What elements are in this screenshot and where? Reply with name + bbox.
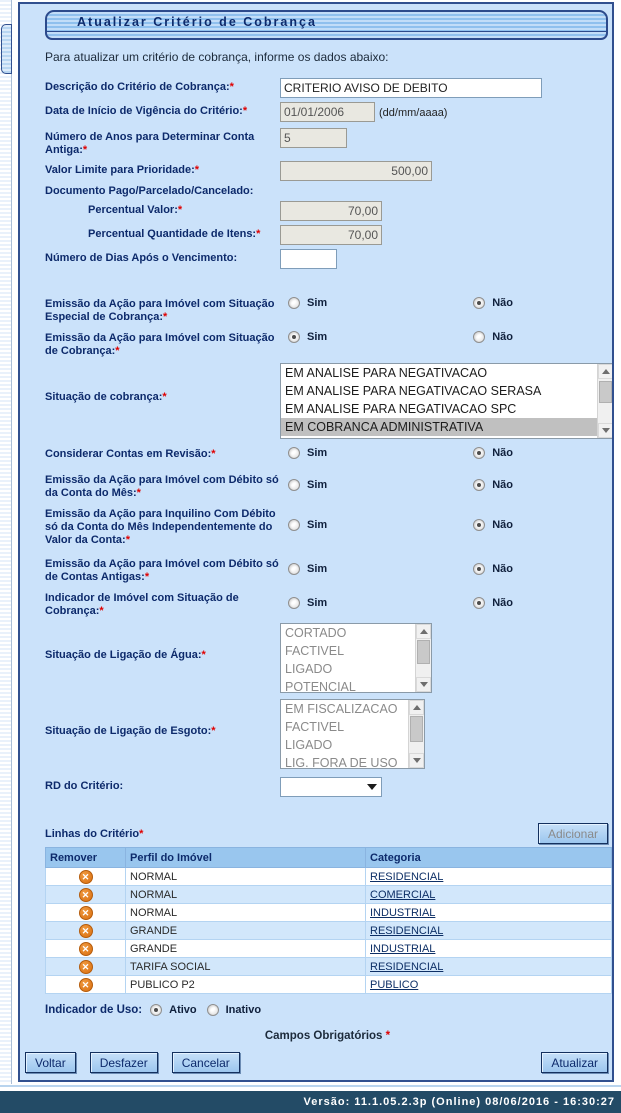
col-header-perfil: Perfil do Imóvel — [126, 848, 366, 868]
scrollbar-thumb[interactable] — [410, 716, 423, 742]
doc-pago-section-label: Documento Pago/Parcelado/Cancelado: — [45, 185, 254, 197]
scrollbar[interactable] — [597, 364, 613, 438]
field-anos-row — [45, 128, 610, 157]
required-asterisk: * — [163, 311, 168, 323]
radio-sim[interactable] — [288, 519, 300, 531]
scroll-up-button[interactable] — [598, 364, 613, 379]
label-text: Emissão da Ação para Imóvel com Débito só da Conta do Mês: — [45, 474, 279, 499]
label-text: Descrição do Critério de Cobrança: — [45, 81, 230, 93]
page-title-bar — [45, 10, 608, 40]
list-option[interactable]: LIG. FORA DE USO — [285, 756, 398, 768]
field-label — [45, 201, 280, 217]
radio-sim[interactable] — [288, 447, 300, 459]
label-text: Considerar Contas em Revisão: — [45, 448, 212, 460]
list-option-selected[interactable]: EM COBRANCA ADMINISTRATIVA — [281, 418, 597, 436]
scrollbar[interactable] — [408, 700, 424, 768]
indicador-uso-label: Indicador de Uso: — [45, 1004, 143, 1016]
label-text: Percentual Quantidade de Itens: — [88, 228, 257, 240]
required-asterisk: * — [385, 1030, 391, 1042]
radio-inativo[interactable] — [207, 1004, 219, 1016]
indicador-uso-row — [45, 1004, 610, 1016]
radio-sim-label: Sim — [307, 519, 328, 531]
radio-nao[interactable] — [473, 479, 485, 491]
table-row — [46, 886, 612, 904]
arrow-down-icon — [413, 758, 421, 763]
field-label — [45, 555, 280, 584]
radio-nao[interactable] — [473, 297, 485, 309]
footer-divider — [0, 1085, 621, 1087]
arrow-down-icon — [602, 428, 610, 433]
field-label — [45, 295, 280, 324]
list-option[interactable]: CORTADO — [285, 626, 347, 640]
atualizar-button[interactable]: Atualizar — [541, 1052, 608, 1073]
anos-conta-antiga-input — [280, 128, 347, 148]
field-valor-limite-row — [45, 161, 610, 181]
col-header-remover: Remover — [46, 848, 126, 868]
scrollbar-thumb[interactable] — [417, 640, 430, 664]
field-label — [45, 161, 280, 177]
radio-sim-label: Sim — [307, 597, 328, 609]
sidebar-expand-handle[interactable] — [1, 24, 12, 74]
arrow-up-icon — [413, 705, 421, 710]
scroll-down-button[interactable] — [598, 423, 613, 438]
valor-limite-input — [280, 161, 432, 181]
required-asterisk: * — [162, 391, 167, 403]
field-label — [45, 102, 280, 118]
radio-ativo-label: Ativo — [169, 1004, 197, 1016]
required-asterisk: * — [201, 649, 206, 661]
categoria-link[interactable]: INDUSTRIAL — [370, 906, 436, 919]
label-text: Linhas do Critério — [45, 827, 140, 840]
label-text: RD do Critério: — [45, 780, 124, 792]
remove-icon[interactable] — [79, 960, 93, 974]
voltar-button[interactable]: Voltar — [25, 1052, 76, 1073]
perfil-cell: NORMAL — [126, 886, 366, 904]
field-dias-vencimento-row — [45, 249, 610, 269]
scroll-up-button[interactable] — [409, 700, 424, 715]
descricao-input[interactable] — [280, 78, 542, 98]
perfil-cell: TARIFA SOCIAL — [126, 958, 366, 976]
radio-sim[interactable] — [288, 297, 300, 309]
label-text: Número de Anos para Determinar Conta Antiga: — [45, 131, 255, 156]
radio-nao[interactable] — [473, 519, 485, 531]
radio-inativo-label: Inativo — [225, 1004, 262, 1016]
categoria-link[interactable]: COMERCIAL — [370, 888, 436, 901]
field-indicador-imovel-row — [45, 589, 610, 619]
main-panel — [18, 2, 614, 1082]
label-text: Indicador de Imóvel com Situação de Cobrança: — [45, 592, 239, 617]
field-contas-antigas-row — [45, 555, 610, 585]
required-asterisk: * — [211, 725, 216, 737]
field-label — [45, 445, 280, 461]
categoria-link[interactable]: RESIDENCIAL — [370, 960, 444, 973]
radio-nao[interactable] — [473, 563, 485, 575]
field-label — [45, 777, 280, 793]
label-text: Percentual Valor: — [88, 204, 178, 216]
perfil-cell: NORMAL — [126, 904, 366, 922]
page-title: Atualizar Critério de Cobrança — [47, 12, 606, 32]
list-option[interactable]: LIGADO — [285, 662, 333, 676]
ligacao-agua-listbox[interactable] — [280, 623, 432, 693]
categoria-link[interactable]: PUBLICO — [370, 978, 419, 991]
radio-sim-label: Sim — [307, 447, 328, 459]
field-ligacao-esgoto-row — [45, 699, 610, 769]
radio-nao-label: Não — [492, 479, 513, 491]
data-inicio-input — [280, 102, 375, 122]
intro-text: Para atualizar um critério de cobrança, informe os dados abaixo: — [45, 50, 389, 64]
radio-sim-label: Sim — [307, 563, 328, 575]
arrow-down-icon — [420, 682, 428, 687]
scrollbar[interactable] — [415, 624, 431, 692]
radio-sim[interactable] — [288, 479, 300, 491]
radio-nao-label: Não — [492, 447, 513, 459]
remove-icon[interactable] — [79, 978, 93, 992]
list-option[interactable]: POTENCIAL — [285, 680, 356, 692]
radio-nao[interactable] — [473, 331, 485, 343]
required-asterisk: * — [177, 204, 183, 216]
scroll-up-button[interactable] — [416, 624, 431, 639]
field-label — [45, 471, 280, 500]
list-option[interactable]: EM ANALISE PARA NEGATIVACAO — [285, 366, 488, 380]
table-row — [46, 940, 612, 958]
field-label — [45, 128, 280, 157]
list-option[interactable]: EM ANALISE PARA NEGATIVACAO SERASA — [285, 384, 542, 398]
label-text: Data de Início de Vigência do Critério: — [45, 105, 243, 117]
remove-icon[interactable] — [79, 924, 93, 938]
field-rd-criterio-row — [45, 777, 610, 797]
label-text: Emissão da Ação para Imóvel com Situação Especial de Cobrança: — [45, 298, 275, 323]
field-data-inicio-row — [45, 102, 610, 124]
label-text: Emissão da Ação para Imóvel com Situação de Cobrança: — [45, 332, 275, 357]
label-text: Situação de Ligação de Água: — [45, 649, 202, 661]
perfil-cell: NORMAL — [126, 868, 366, 886]
radio-sim-label: Sim — [307, 479, 328, 491]
radio-sim[interactable] — [288, 563, 300, 575]
perfil-cell: GRANDE — [126, 940, 366, 958]
dropdown-arrow-icon — [367, 784, 377, 790]
table-header-row — [46, 848, 612, 868]
radio-sim[interactable] — [288, 597, 300, 609]
categoria-link[interactable]: RESIDENCIAL — [370, 870, 444, 883]
categoria-link[interactable]: RESIDENCIAL — [370, 924, 444, 937]
field-label — [45, 249, 280, 265]
required-asterisk: * — [115, 345, 120, 357]
required-asterisk: * — [194, 164, 200, 176]
radio-sim-label: Sim — [307, 297, 328, 309]
field-situacao-cobranca-row — [45, 363, 610, 439]
remove-icon[interactable] — [79, 942, 93, 956]
radio-nao-label: Não — [492, 297, 513, 309]
linhas-criterio-header — [45, 823, 608, 844]
date-format-hint: (dd/mm/aaaa) — [379, 107, 448, 119]
field-label — [45, 225, 280, 241]
required-asterisk: * — [144, 571, 150, 583]
required-asterisk: * — [136, 487, 141, 499]
action-buttons-row — [25, 1052, 608, 1073]
required-asterisk: * — [211, 448, 216, 460]
scroll-down-button[interactable] — [409, 753, 424, 768]
field-debito-conta-mes-row — [45, 471, 610, 501]
field-label — [45, 329, 280, 358]
required-asterisk: * — [99, 605, 104, 617]
field-percentual-valor-row — [45, 201, 610, 221]
field-label — [45, 505, 280, 547]
field-label — [45, 589, 280, 618]
field-ligacao-agua-row — [45, 623, 610, 693]
radio-nao-label: Não — [492, 563, 513, 575]
field-inquilino-debito-row — [45, 505, 610, 551]
adicionar-button[interactable]: Adicionar — [538, 823, 608, 844]
table-row — [46, 868, 612, 886]
ligacao-esgoto-listbox[interactable] — [280, 699, 425, 769]
categoria-link[interactable]: INDUSTRIAL — [370, 942, 436, 955]
col-header-categoria: Categoria — [366, 848, 612, 868]
label-text: Situação de cobrança: — [45, 391, 163, 403]
radio-nao[interactable] — [473, 597, 485, 609]
desfazer-button[interactable]: Desfazer — [90, 1052, 158, 1073]
field-considerar-revisao-row — [45, 445, 610, 467]
cancelar-button[interactable]: Cancelar — [172, 1052, 240, 1073]
arrow-up-icon — [420, 629, 428, 634]
linhas-criterio-label — [45, 828, 143, 840]
table-row — [46, 922, 612, 940]
field-emissao-situacao-cobranca-row — [45, 329, 610, 359]
field-emissao-situacao-especial-row — [45, 295, 610, 325]
collapsed-sidebar-rail[interactable] — [0, 0, 12, 1084]
radio-sim[interactable] — [288, 331, 300, 343]
label-text: Situação de Ligação de Esgoto: — [45, 725, 212, 737]
required-asterisk: * — [229, 81, 234, 93]
label-text: Emissão da Ação para Imóvel com Débito só de Contas Antigas: — [45, 558, 279, 583]
perfil-cell: PUBLICO P2 — [126, 976, 366, 994]
percentual-valor-input — [280, 201, 382, 221]
required-asterisk: * — [82, 144, 88, 156]
field-label — [45, 363, 280, 404]
list-option[interactable]: FACTIVEL — [285, 644, 345, 658]
radio-nao-label: Não — [492, 597, 513, 609]
rd-criterio-select[interactable] — [280, 777, 382, 797]
label-text: Número de Dias Após o Vencimento: — [45, 252, 238, 264]
dias-vencimento-input[interactable] — [280, 249, 337, 269]
label-text: Emissão da Ação para Inquilino Com Débito só da Conta do Mês Independentemente do Valor da Conta: — [45, 508, 276, 546]
list-option[interactable]: EM ANALISE PARA NEGATIVACAO SPC — [285, 402, 517, 416]
radio-sim-label: Sim — [307, 331, 328, 343]
table-row — [46, 904, 612, 922]
label-text: Valor Limite para Prioridade: — [45, 164, 195, 176]
version-statusbar: Versão: 11.1.05.2.3p (Online) 08/06/2016 - 16:30:27 — [0, 1091, 621, 1113]
situacao-cobranca-listbox[interactable] — [280, 363, 614, 439]
remove-icon[interactable] — [79, 906, 93, 920]
percentual-itens-input — [280, 225, 382, 245]
scroll-down-button[interactable] — [416, 677, 431, 692]
radio-nao-label: Não — [492, 519, 513, 531]
required-asterisk: * — [256, 228, 261, 240]
table-row — [46, 976, 612, 994]
field-label — [45, 623, 280, 662]
required-fields-note — [45, 1030, 610, 1042]
radio-nao-label: Não — [492, 331, 513, 343]
list-option[interactable]: FACTIVEL — [285, 720, 345, 734]
radio-nao[interactable] — [473, 447, 485, 459]
scrollbar-thumb[interactable] — [599, 381, 612, 403]
list-option[interactable]: LIGADO — [285, 738, 333, 752]
table-row — [46, 958, 612, 976]
list-option[interactable]: EM FISCALIZACAO — [285, 702, 398, 716]
required-asterisk: * — [242, 105, 248, 117]
required-asterisk: * — [125, 534, 130, 546]
perfil-cell: GRANDE — [126, 922, 366, 940]
radio-ativo[interactable] — [150, 1004, 162, 1016]
field-descricao-row — [45, 78, 610, 98]
remove-icon[interactable] — [79, 870, 93, 884]
field-label — [45, 78, 280, 94]
remove-icon[interactable] — [79, 888, 93, 902]
linhas-criterio-table — [45, 847, 612, 994]
required-asterisk: * — [139, 827, 144, 840]
field-percentual-itens-row — [45, 225, 610, 245]
note-text: Campos Obrigatórios — [264, 1030, 383, 1042]
arrow-up-icon — [602, 369, 610, 374]
field-label — [45, 699, 280, 738]
